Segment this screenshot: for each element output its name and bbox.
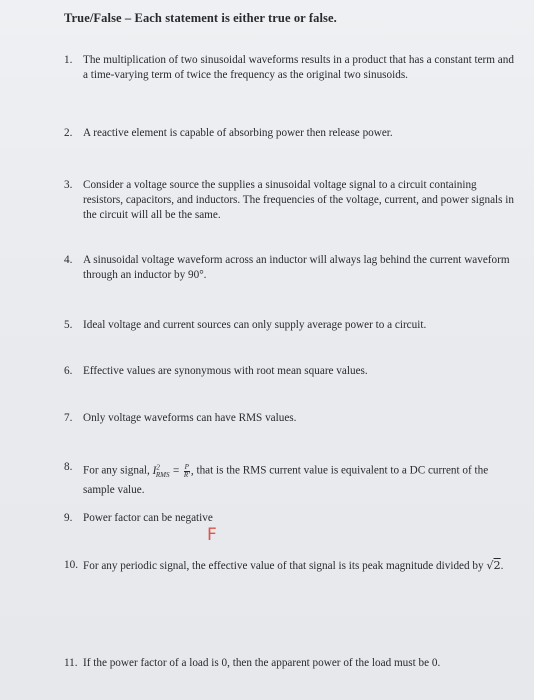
question-text: [83, 460, 516, 498]
question-9: [64, 511, 516, 526]
question-text: [83, 558, 516, 574]
question-number: 8.: [64, 461, 73, 473]
question-text: Power factor can be negative: [83, 512, 213, 524]
sqrt-two: √2: [486, 559, 501, 572]
question-7: [64, 411, 516, 426]
question-number: 4.: [64, 254, 73, 266]
page-title: True/False – Each statement is either true or false.: [64, 11, 337, 25]
question-text-before: For any periodic signal, the effective value of that signal is its peak magnitude divided by: [83, 560, 484, 572]
question-11: [64, 656, 516, 671]
question-number: 1.: [64, 54, 73, 66]
question-text-before: For any signal,: [83, 464, 150, 477]
question-number: 9.: [64, 512, 73, 524]
rms-formula: $I^2_{RMS}$ = $\frac{P}{R'}$ ,: [152, 462, 194, 479]
question-text: The multiplication of two sinusoidal waveforms results in a product that has a constant term and a time-varying term of twice the frequency as the original two sinusoids.: [83, 54, 514, 81]
question-number: 3.: [64, 179, 73, 191]
question-text: Consider a voltage source the supplies a sinusoidal voltage signal to a circuit containing resistors, capacitors, and inductors. The frequencies of the voltage, current, and power signals in the circuit will all be the same.: [83, 179, 514, 221]
question-5: [64, 318, 516, 333]
question-number: 10.: [64, 559, 78, 571]
question-text: Effective values are synonymous with root mean square values.: [83, 365, 368, 377]
question-number: 7.: [64, 412, 73, 424]
question-4: [64, 253, 516, 283]
question-text: Only voltage waveforms can have RMS values.: [83, 412, 297, 424]
question-3: [64, 178, 516, 223]
power-over-resistance-fraction: $\frac{P}{R'}$: [183, 462, 190, 479]
question-8: [64, 460, 516, 498]
question-2: [64, 126, 516, 141]
question-1: [64, 53, 516, 83]
question-number: 6.: [64, 365, 73, 377]
question-6: [64, 364, 516, 379]
question-text: A reactive element is capable of absorbing power then release power.: [83, 127, 393, 139]
question-number: 11.: [64, 657, 78, 669]
question-text-after: that is the RMS current value is equivalent to a DC current of the sample value.: [83, 464, 489, 496]
question-text-after: .: [500, 560, 504, 572]
question-number: 2.: [64, 127, 73, 139]
question-10: [64, 558, 516, 574]
question-text: If the power factor of a load is 0, then the apparent power of the load must be 0.: [83, 657, 441, 669]
question-text: Ideal voltage and current sources can only supply average power to a circuit.: [83, 319, 427, 331]
question-number: 5.: [64, 319, 73, 331]
handwritten-answer: F: [207, 525, 217, 545]
question-text: A sinusoidal voltage waveform across an inductor will always lag behind the current waveform through an inductor by 90°.: [83, 254, 510, 281]
